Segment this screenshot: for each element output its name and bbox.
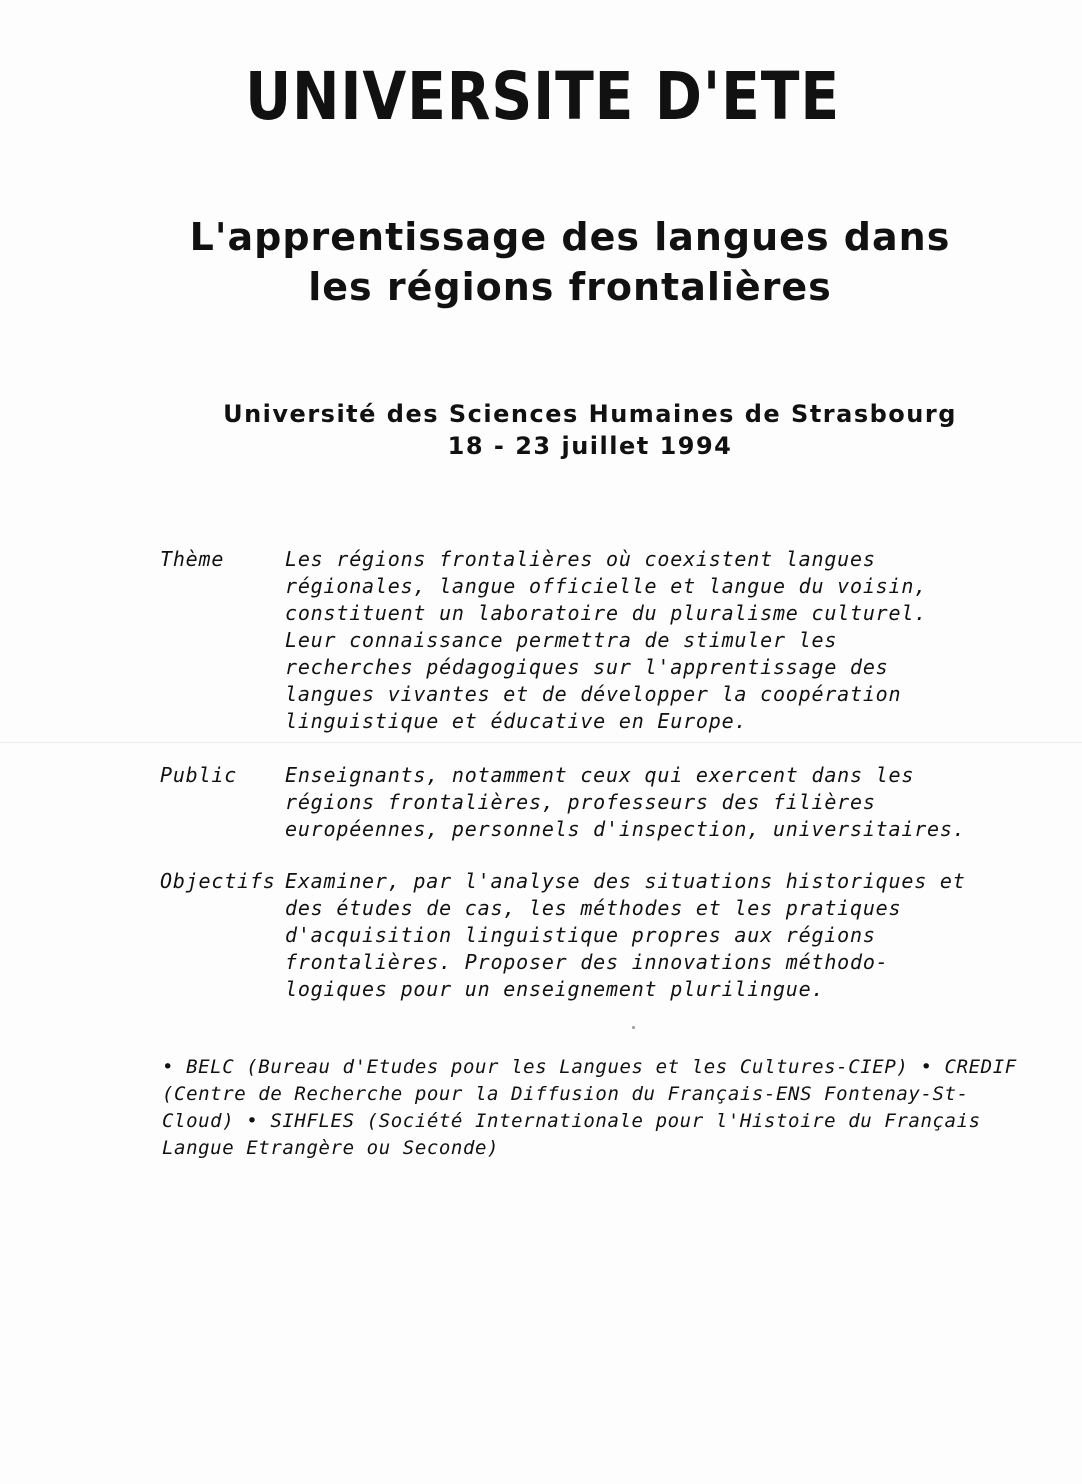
scan-speck — [632, 1026, 635, 1029]
section-label: Public — [160, 763, 238, 787]
event-dates: 18 - 23 juillet 1994 — [447, 432, 733, 460]
venue-name: Université des Sciences Humaines de Strasbourg — [223, 400, 957, 428]
venue-block — [160, 398, 1020, 462]
document-title: UNIVERSITE D'ETE — [245, 58, 840, 135]
body-line: logiques pour un enseignement plurilingue. — [285, 977, 825, 1001]
paper-fold-line — [0, 742, 1082, 743]
body-line: Examiner, par l'analyse des situations historiques et — [285, 869, 966, 893]
section-label: Objectifs — [160, 869, 276, 893]
section-label: Thème — [160, 547, 225, 571]
body-line: constituent un laboratoire du pluralisme culturel. — [285, 601, 928, 625]
partners-line: (Centre de Recherche pour la Diffusion du Français-ENS Fontenay-St- — [162, 1083, 969, 1105]
body-line: recherches pédagogiques sur l'apprentissage des — [285, 655, 889, 679]
subtitle-line: les régions frontalières — [308, 265, 832, 309]
partners-block — [162, 1054, 1017, 1162]
body-line: Enseignants, notamment ceux qui exercent dans les — [285, 763, 915, 787]
subtitle-line: L'apprentissage des langues dans — [189, 215, 951, 259]
body-line: langues vivantes et de développer la coopération — [285, 682, 902, 706]
partners-line: • BELC (Bureau d'Etudes pour les Langues et les Cultures-CIEP) • CREDIF — [162, 1056, 1017, 1078]
body-line: Les régions frontalières où coexistent langues — [285, 547, 876, 571]
section-body — [285, 762, 966, 843]
body-line: linguistique et éducative en Europe. — [285, 709, 748, 733]
body-line: régionales, langue officielle et langue du voisin, — [285, 574, 928, 598]
body-line: européennes, personnels d'inspection, universitaires. — [285, 817, 966, 841]
section-body — [285, 868, 966, 1003]
body-line: régions frontalières, professeurs des filières — [285, 790, 876, 814]
partners-line: Langue Etrangère ou Seconde) — [162, 1137, 500, 1159]
body-line: Leur connaissance permettra de stimuler les — [285, 628, 838, 652]
document-subtitle — [120, 212, 1020, 312]
body-line: des études de cas, les méthodes et les pratiques — [285, 896, 902, 920]
body-line: frontalières. Proposer des innovations méthodo- — [285, 950, 889, 974]
partners-line: Cloud) • SIHFLES (Société Internationale pour l'Histoire du Français — [162, 1110, 981, 1132]
body-line: d'acquisition linguistique propres aux régions — [285, 923, 876, 947]
section-body — [285, 546, 928, 735]
